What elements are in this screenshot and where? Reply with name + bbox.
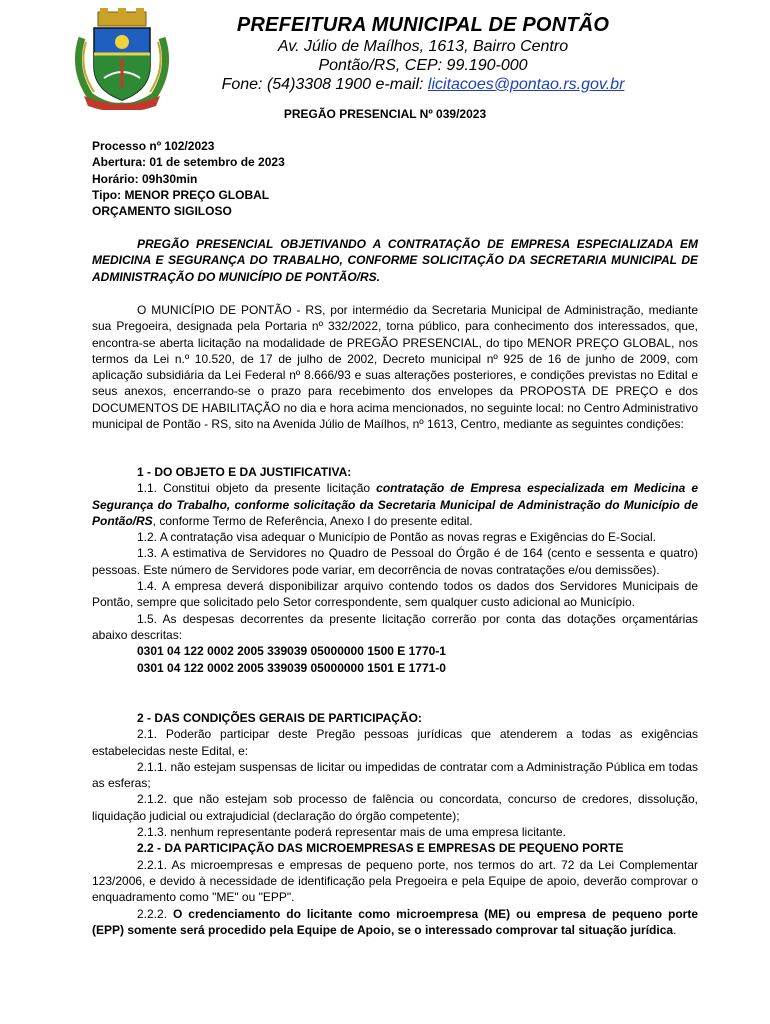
clause-2-1-3: 2.1.3. nenhum representante poderá representar mais de uma empresa licitante. bbox=[137, 825, 566, 840]
municipal-crest-icon bbox=[68, 8, 176, 110]
process-number: Processo nº 102/2023 bbox=[92, 139, 215, 153]
objective-text: PREGÃO PRESENCIAL OBJETIVANDO A CONTRATAÇÃO DE EMPRESA ESPECIALIZADA EM MEDICINA E SEGURANÇA DO TRABALHO, CONFORME SOLICITAÇÃO DA SECRETARIA MUNICIPAL DE ADMINISTRAÇÃO DO MUNICÍPIO DE PONTÃO/RS. bbox=[92, 237, 698, 284]
objective-paragraph bbox=[92, 236, 698, 285]
intro-paragraph bbox=[92, 302, 698, 432]
document-title: PREGÃO PRESENCIAL Nº 039/2023 bbox=[283, 107, 487, 121]
section-1 bbox=[92, 464, 698, 676]
municipality-title: PREFEITURA MUNICIPAL DE PONTÃO bbox=[236, 14, 610, 36]
clause-2-2-2: 2.2.2. O credenciamento do licitante como microempresa (ME) ou empresa de pequeno porte (EPP) somente será procedido pela Equipe de Apoio, se o interessado comprovar tal situação jurídica. bbox=[92, 906, 698, 937]
opening-time: Horário: 09h30min bbox=[92, 171, 198, 186]
clause-2-1: 2.1. Poderão participar deste Pregão pessoas jurídicas que atenderem a todas as exigências estabelecidas neste Edital, e: bbox=[92, 727, 698, 758]
letterhead bbox=[188, 14, 658, 94]
budget-note: ORÇAMENTO SIGILOSO bbox=[92, 204, 232, 219]
clause-1-2: 1.2. A contratação visa adequar o Município de Pontão as novas regras e Exigências do E-Social. bbox=[137, 530, 656, 545]
clause-1-1: 1.1. Constitui objeto da presente licitação contratação de Empresa especializada em Medicina e Segurança do Trabalho, conforme solicitação da Secretaria Municipal de Administração do Município de Pontão/RS, conforme Termo de Referência, Anexo I do presente edital. bbox=[92, 481, 698, 528]
clause-1-5: 1.5. As despesas decorrentes da presente licitação correrão por conta das dotações orçamentárias abaixo descritas: bbox=[92, 611, 698, 642]
clause-2-1-2: 2.1.2. que não estejam sob processo de falência ou concordata, concurso de credores, dissolução, liquidação judicial ou extrajudicial (declaração do órgão competente); bbox=[92, 792, 698, 823]
bid-type: Tipo: MENOR PREÇO GLOBAL bbox=[92, 187, 270, 202]
email-link[interactable]: licitacoes@pontao.rs.gov.br bbox=[427, 76, 625, 93]
clause-1-3: 1.3. A estimativa de Servidores no Quadro de Pessoal do Órgão é de 164 (cento e sessenta e quatro) pessoas. Este número de Servidores pode variar, em decorrência de novas contratações e/ou demissões). bbox=[92, 546, 698, 577]
opening-date: Abertura: 01 de setembro de 2023 bbox=[92, 155, 285, 170]
intro-text: O MUNICÍPIO DE PONTÃO - RS, por intermédio da Secretaria Municipal de Administração, mediante sua Pregoeira, designada pela Portaria nº 332/2022, torna público, para conhecimento dos interessados, que, encontra-se aberta licitação na modalidade de PREGÃO PRESENCIAL, do tipo MENOR PREÇO GLOBAL, nos termos da Lei n.º 10.520, de 17 de julho de 2002, Decreto municipal nº 925 de 16 de junho de 2009, com aplicação subsidiária da Lei Federal nº 8.666/93 e suas alterações posteriores, e condições previstas no Edital e seus anexos, encerrando-se o prazo para recebimento dos envelopes da PROPOSTA DE PREÇO e dos DOCUMENTOS DE HABILITAÇÃO no dia e hora acima mencionados, no seguinte local: no Centro Administrativo municipal de Pontão - RS, sito na Avenida Júlio de Maílhos, nº 1613, Centro, mediante as seguintes condições: bbox=[92, 303, 698, 432]
city-line: Pontão/RS, CEP: 99.190-000 bbox=[318, 57, 528, 74]
budget-line-2: 0301 04 122 0002 2005 339039 05000000 1501 E 1771-0 bbox=[137, 660, 446, 675]
budget-line-1: 0301 04 122 0002 2005 339039 05000000 1500 E 1770-1 bbox=[137, 644, 446, 659]
contact-line bbox=[188, 75, 658, 94]
clause-2-1-1: 2.1.1. não estejam suspensas de licitar ou impedidas de contratar com a Administração Pública em todas as esferas; bbox=[92, 759, 698, 791]
phone-text: Fone: (54)3308 1900 e-mail: bbox=[221, 76, 428, 93]
section-2 bbox=[92, 710, 698, 938]
section-1-heading: 1 - DO OBJETO E DA JUSTIFICATIVA: bbox=[137, 465, 352, 479]
section-2-2-heading: 2.2 - DA PARTICIPAÇÃO DAS MICROEMPRESAS E EMPRESAS DE PEQUENO PORTE bbox=[137, 841, 624, 856]
address-line: Av. Júlio de Maílhos, 1613, Bairro Centro bbox=[277, 38, 569, 55]
clause-1-4: 1.4. A empresa deverá disponibilizar arquivo contendo todos os dados dos Servidores Municipais de Pontão, sempre que solicitado pelo Setor correspondente, sem qualquer custo adicional ao Município. bbox=[92, 579, 698, 610]
clause-2-2-1: 2.2.1. As microempresas e empresas de pequeno porte, nos termos do art. 72 da Lei Complementar 123/2006, e devido à necessidade de identificação pela Pregoeira e pela Equipe de apoio, deverão comprovar o enquadramento como "ME" ou "EPP". bbox=[92, 857, 698, 905]
process-info bbox=[92, 138, 285, 219]
section-2-heading: 2 - DAS CONDIÇÕES GERAIS DE PARTICIPAÇÃO: bbox=[137, 711, 422, 725]
